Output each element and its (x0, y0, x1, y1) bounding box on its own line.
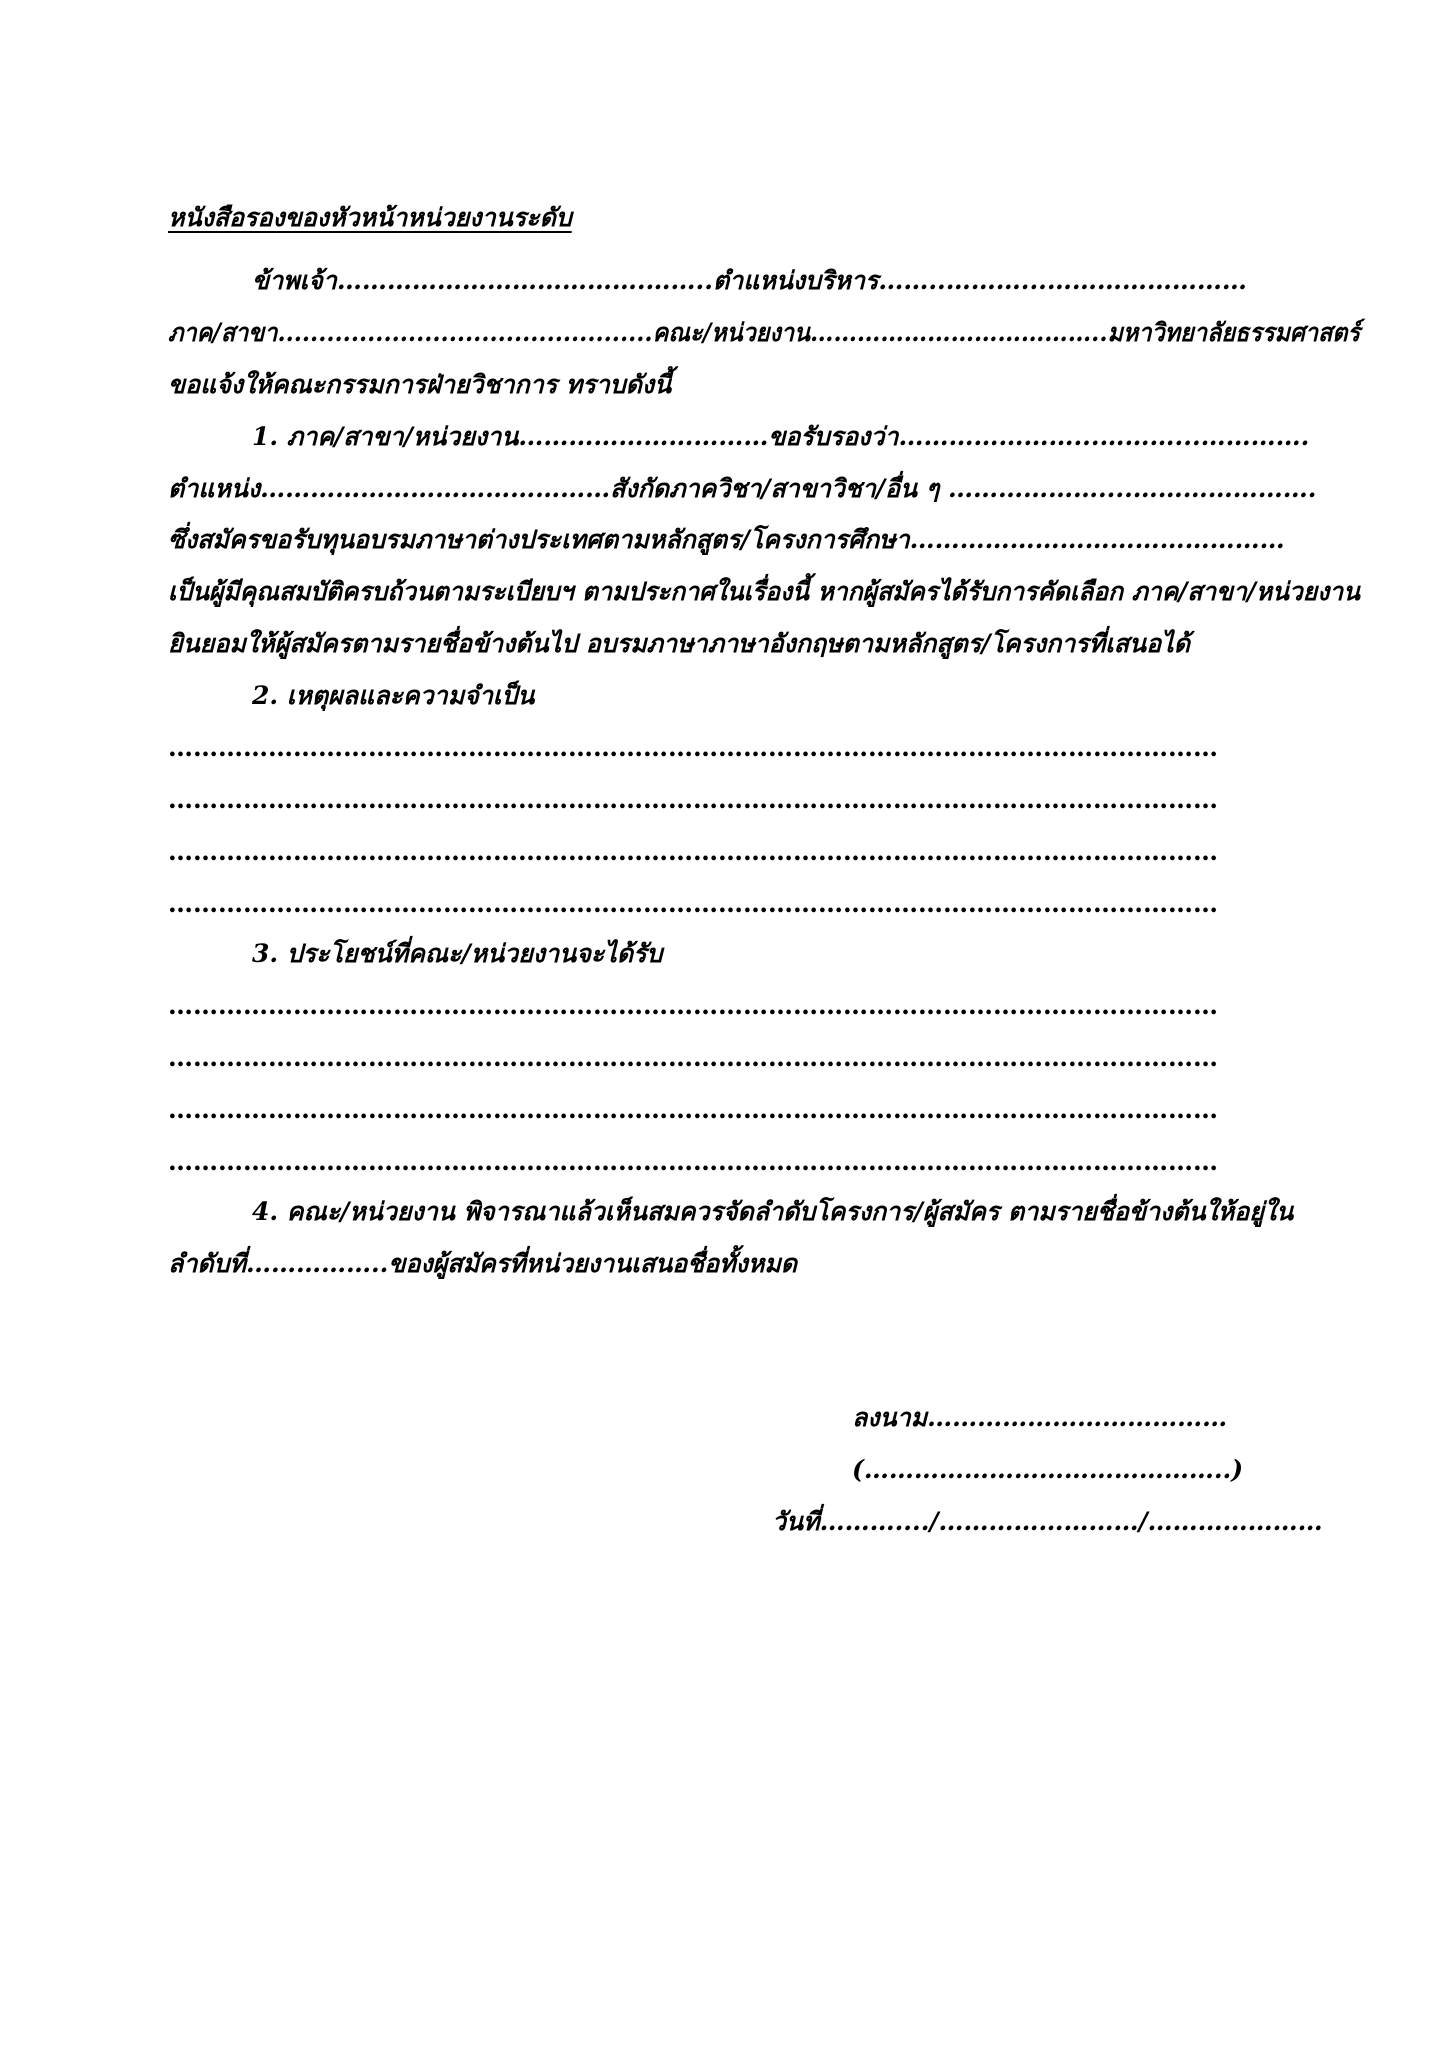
intro-line-1: ข้าพเจ้า……………………………….……..ตำแหน่งบริหาร……..………...…………………… (252, 266, 1247, 295)
item1-line-3: ซึ่งสมัครขอรับทุนอบรมภาษาต่างประเทศตามหลักสูตร/โครงการศึกษา……………………………………… (168, 525, 1285, 554)
intro-line-2: ภาค/สาขา..............................................คณะ/หน่วยงาน………………………………..มหาวิทยาลัยธรรมศาสตร์ (168, 318, 1361, 347)
item3-blank-line-4: ……………………………………………………………………………………………………………… (168, 1147, 1218, 1176)
item1-line-5: ยินยอมให้ผู้สมัครตามรายชื่อข้างต้นไป อบรมภาษาภาษาอังกฤษตามหลักสูตร/โครงการที่เสนอได้ (168, 629, 1190, 658)
date-line: วันที่………..../……………………/………………… (772, 1507, 1323, 1536)
item3-blank-line-1: ……………………………………………………………………………………………………………… (168, 991, 1218, 1020)
item2-blank-line-4: ……………………………………………………………………………………………………………… (168, 889, 1218, 918)
item4-line-1: 4. คณะ/หน่วยงาน พิจารณาแล้วเห็นสมควรจัดลำดับโครงการ/ผู้สมัคร ตามรายชื่อข้างต้นให้อยู่ใน (252, 1197, 1294, 1226)
item1-line-1: 1. ภาค/สาขา/หน่วยงาน…………………………ขอรับรองว่า…………………...………...…………. (252, 422, 1310, 451)
item4-line-2: ลำดับที่……………..ของผู้สมัครที่หน่วยงานเสนอชื่อทั้งหมด (168, 1249, 798, 1278)
item2-blank-line-2: ……………………………………………………………………………………………………………… (168, 785, 1218, 814)
signature-name-line: (……………………………………..) (852, 1455, 1244, 1484)
item2-blank-line-3: ……………………………………………………………………………………………………………… (168, 837, 1218, 866)
intro-line-3: ขอแจ้งให้คณะกรรมการฝ่ายวิชาการ ทราบดังนี้ (168, 370, 672, 399)
item3-blank-line-2: ……………………………………………………………………………………………………………… (168, 1043, 1218, 1072)
item1-line-4: เป็นผู้มีคุณสมบัติครบถ้วนตามระเบียบฯ ตามประกาศในเรื่องนี้ หากผู้สมัครได้รับการคัดเลือก ภาค/สาขา/หน่วยงาน (168, 577, 1360, 606)
item2-heading: 2. เหตุผลและความจำเป็น (252, 681, 535, 710)
item1-line-2: ตำแหน่ง……………………………………สังกัดภาควิชา/สาขาวิชา/อื่น ๆ ………………....…………………. (168, 474, 1317, 503)
item3-heading: 3. ประโยชน์ที่คณะ/หน่วยงานจะได้รับ (252, 939, 663, 968)
item3-blank-line-3: ……………………………………………………………………………………………………………… (168, 1095, 1218, 1124)
signature-line: ลงนาม……………………………… (852, 1403, 1228, 1432)
document-title: หนังสือรองของหัวหน้าหน่วยงานระดับ (168, 203, 572, 232)
item2-blank-line-1: ……………………………………………………………………………………………………………… (168, 733, 1218, 762)
